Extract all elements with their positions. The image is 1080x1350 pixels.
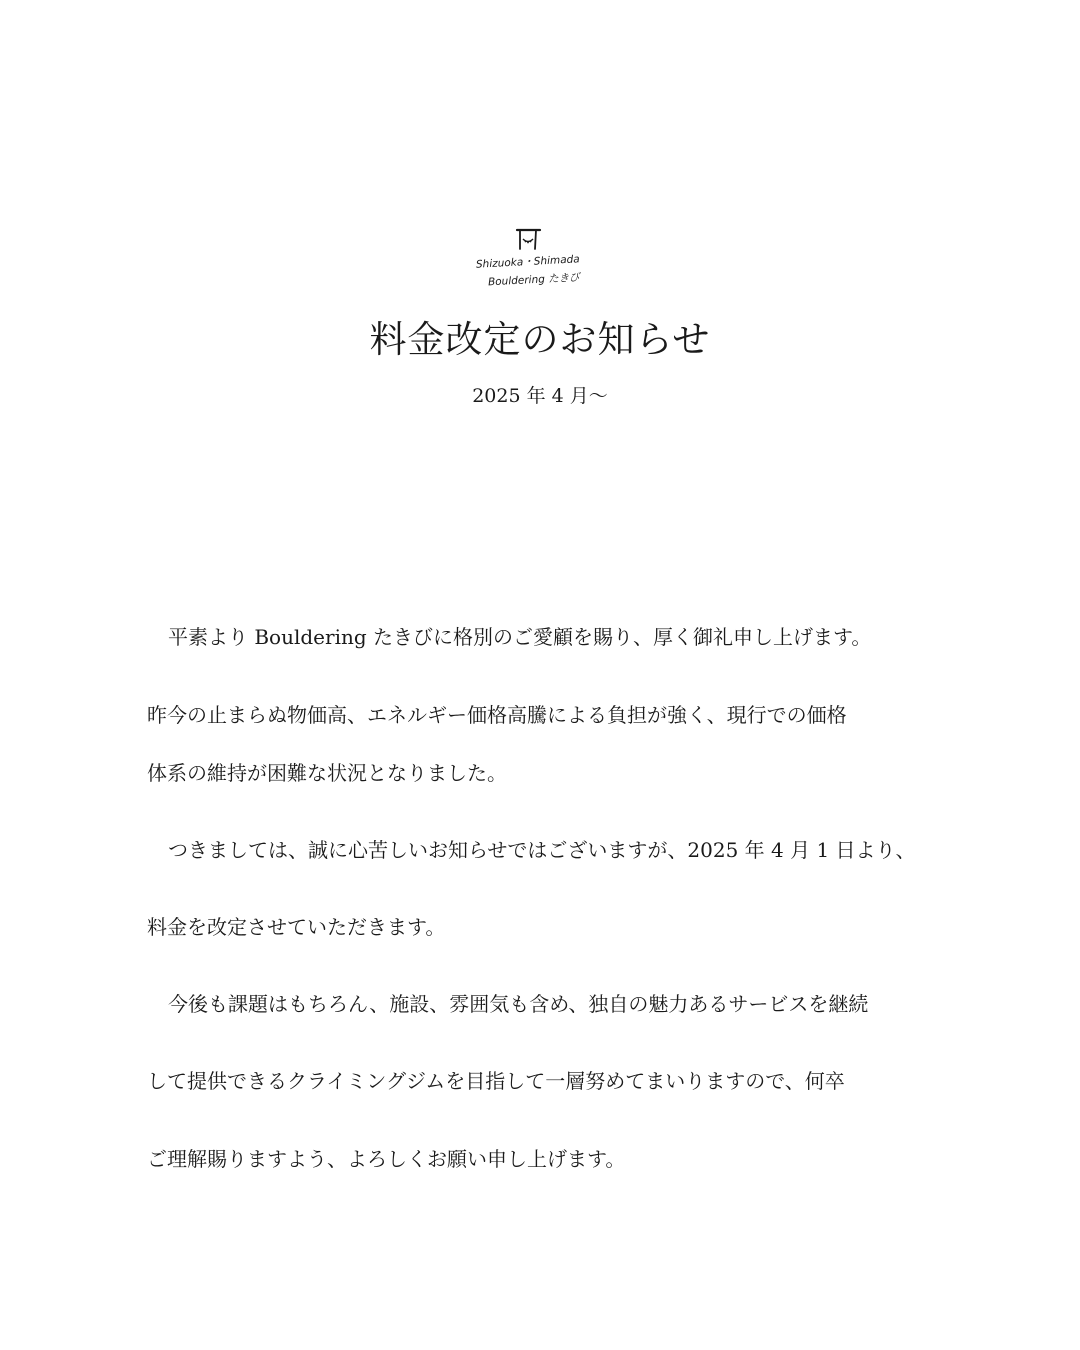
notice-paragraph-line: 平素より Bouldering たきびに格別のご愛顧を賜り、厚く御礼申し上げます。: [168, 625, 872, 649]
logo-line-1: Shizuoka・Shimada: [475, 253, 581, 271]
logo-line-2: Bouldering たきび: [487, 271, 580, 289]
notice-paragraph-line: 体系の維持が困難な状況となりました。: [147, 761, 507, 785]
torii-logo-icon: [470, 225, 600, 293]
page-title: 料金改定のお知らせ: [369, 318, 711, 361]
effective-date: 2025 年 4 月～: [472, 385, 608, 407]
notice-paragraph-line: つきましては、誠に心苦しいお知らせではございますが、2025 年 4 月 1 日より、: [168, 838, 916, 862]
notice-paragraph-line: ご理解賜りますよう、よろしくお願い申し上げます。: [147, 1147, 626, 1171]
notice-paragraph-line: 今後も課題はもちろん、施設、雰囲気も含め、独自の魅力あるサービスを継続: [168, 992, 869, 1016]
brand-logo: [470, 225, 600, 293]
notice-paragraph-line: 昨今の止まらぬ物価高、エネルギー価格高騰による負担が強く、現行での価格: [147, 703, 847, 727]
notice-paragraph-line: して提供できるクライミングジムを目指して一層努めてまいりますので、何卒: [147, 1069, 845, 1093]
notice-paragraph-line: 料金を改定させていただきます。: [147, 915, 446, 939]
